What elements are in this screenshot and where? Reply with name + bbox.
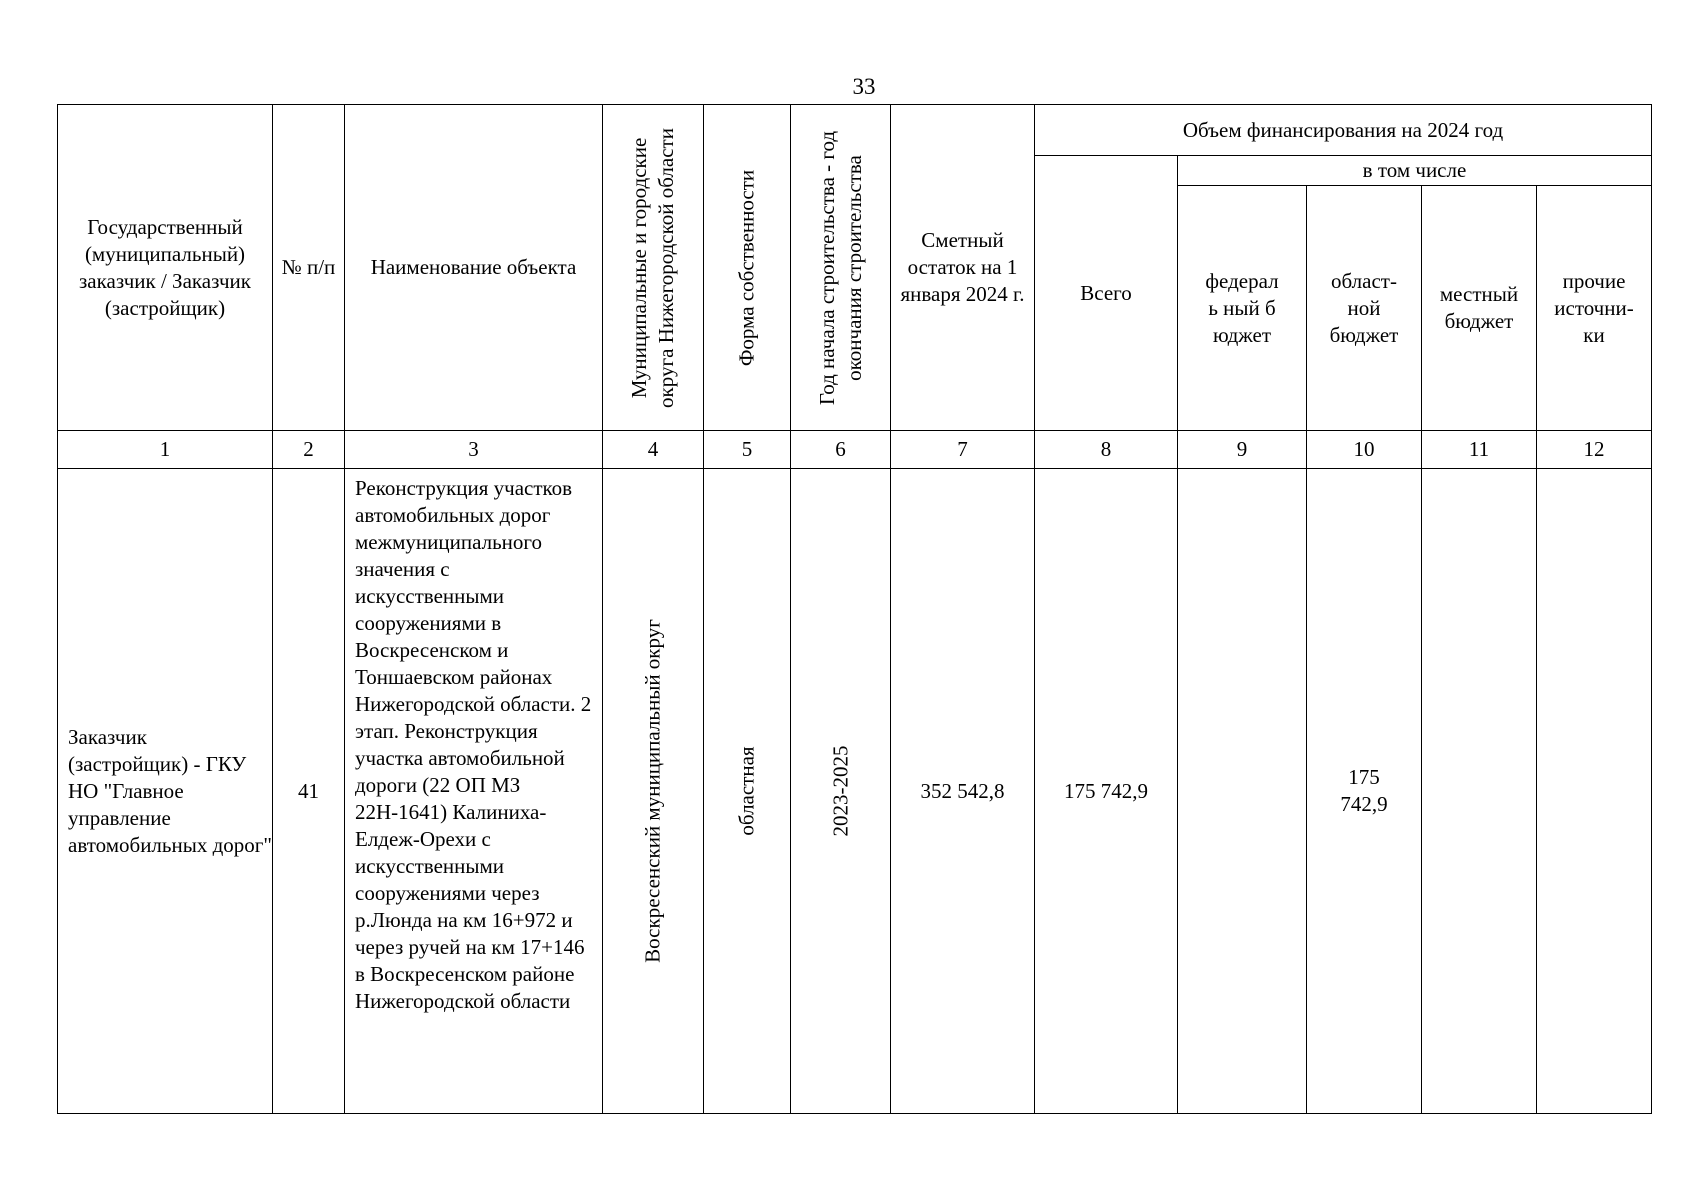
row-ownership bbox=[704, 469, 791, 1114]
row-local bbox=[1422, 469, 1537, 1114]
row-other bbox=[1537, 469, 1652, 1114]
column-number: 6 bbox=[791, 431, 891, 469]
header-regional bbox=[1307, 186, 1422, 431]
row-years-text: 2023-2025 bbox=[828, 745, 852, 837]
header-federal bbox=[1178, 186, 1307, 431]
header-local bbox=[1422, 186, 1537, 431]
header-including: в том числе bbox=[1178, 156, 1652, 186]
header-total: Всего bbox=[1035, 156, 1178, 431]
header-ownership-text: Форма собственности bbox=[734, 169, 759, 366]
header-ownership bbox=[704, 105, 791, 431]
row-number: 41 bbox=[273, 469, 345, 1114]
column-number-row bbox=[58, 431, 1652, 469]
row-municipality-text: Воскресенский муниципальный округ bbox=[640, 619, 665, 963]
header-estimate-balance: Сметный остаток на 1 января 2024 г. bbox=[891, 105, 1035, 431]
row-estimate-balance: 352 542,8 bbox=[891, 469, 1035, 1114]
financing-table bbox=[57, 104, 1652, 1114]
header-years-text: Год начала строительства - год окончания строительства bbox=[814, 130, 866, 405]
header-municipality bbox=[603, 105, 704, 431]
column-number: 11 bbox=[1422, 431, 1537, 469]
column-number: 3 bbox=[345, 431, 603, 469]
header-regional-text: област- ной бюджет bbox=[1329, 268, 1399, 347]
column-number: 8 bbox=[1035, 431, 1178, 469]
header-funding-title: Объем финансирования на 2024 год bbox=[1035, 105, 1652, 156]
row-ownership-text: областная bbox=[734, 746, 759, 836]
header-years bbox=[791, 105, 891, 431]
header-municipality-text: Муниципальные и городские округа Нижегородской области bbox=[627, 127, 678, 408]
column-number: 2 bbox=[273, 431, 345, 469]
row-total: 175 742,9 bbox=[1035, 469, 1178, 1114]
header-other bbox=[1537, 186, 1652, 431]
column-number: 10 bbox=[1307, 431, 1422, 469]
column-number: 4 bbox=[603, 431, 704, 469]
column-number: 7 bbox=[891, 431, 1035, 469]
row-years bbox=[791, 469, 891, 1114]
column-number: 5 bbox=[704, 431, 791, 469]
header-number: № п/п bbox=[273, 105, 345, 431]
column-number: 1 bbox=[58, 431, 273, 469]
row-regional-text: 175 742,9 bbox=[1340, 765, 1388, 816]
column-number: 9 bbox=[1178, 431, 1307, 469]
page-number: 33 bbox=[852, 74, 876, 99]
header-object-name: Наименование объекта bbox=[345, 105, 603, 431]
row-regional bbox=[1307, 469, 1422, 1114]
header-other-text: прочие источни- ки bbox=[1554, 268, 1634, 347]
header-row-1 bbox=[58, 105, 1652, 156]
column-number: 12 bbox=[1537, 431, 1652, 469]
header-local-text: местный бюджет bbox=[1439, 282, 1519, 333]
row-municipality bbox=[603, 469, 704, 1114]
table-row bbox=[58, 469, 1652, 1114]
header-federal-text: федераль ный бюджет bbox=[1205, 268, 1279, 347]
row-federal bbox=[1178, 469, 1307, 1114]
row-customer: Заказчик (застройщик) - ГКУ НО "Главное управление автомобильных дорог" bbox=[58, 469, 273, 1114]
header-customer: Государственный (муниципальный) заказчик / Заказчик (застройщик) bbox=[58, 105, 273, 431]
row-object-name: Реконструкция участков автомобильных дорог межмуниципального значения с искусственными сооружениями в Воскресенском и Тоншаевском районах Нижегородской области. 2 этап. Реконструкция участка автомобильной дороги (22 ОП МЗ 22Н-1641) Калиниха-Елдеж-Орехи с искусственными сооружениями через р.Люнда на км 16+972 и через ручей на км 17+146 в Воскресенском районе Нижегородской области bbox=[345, 469, 603, 1114]
